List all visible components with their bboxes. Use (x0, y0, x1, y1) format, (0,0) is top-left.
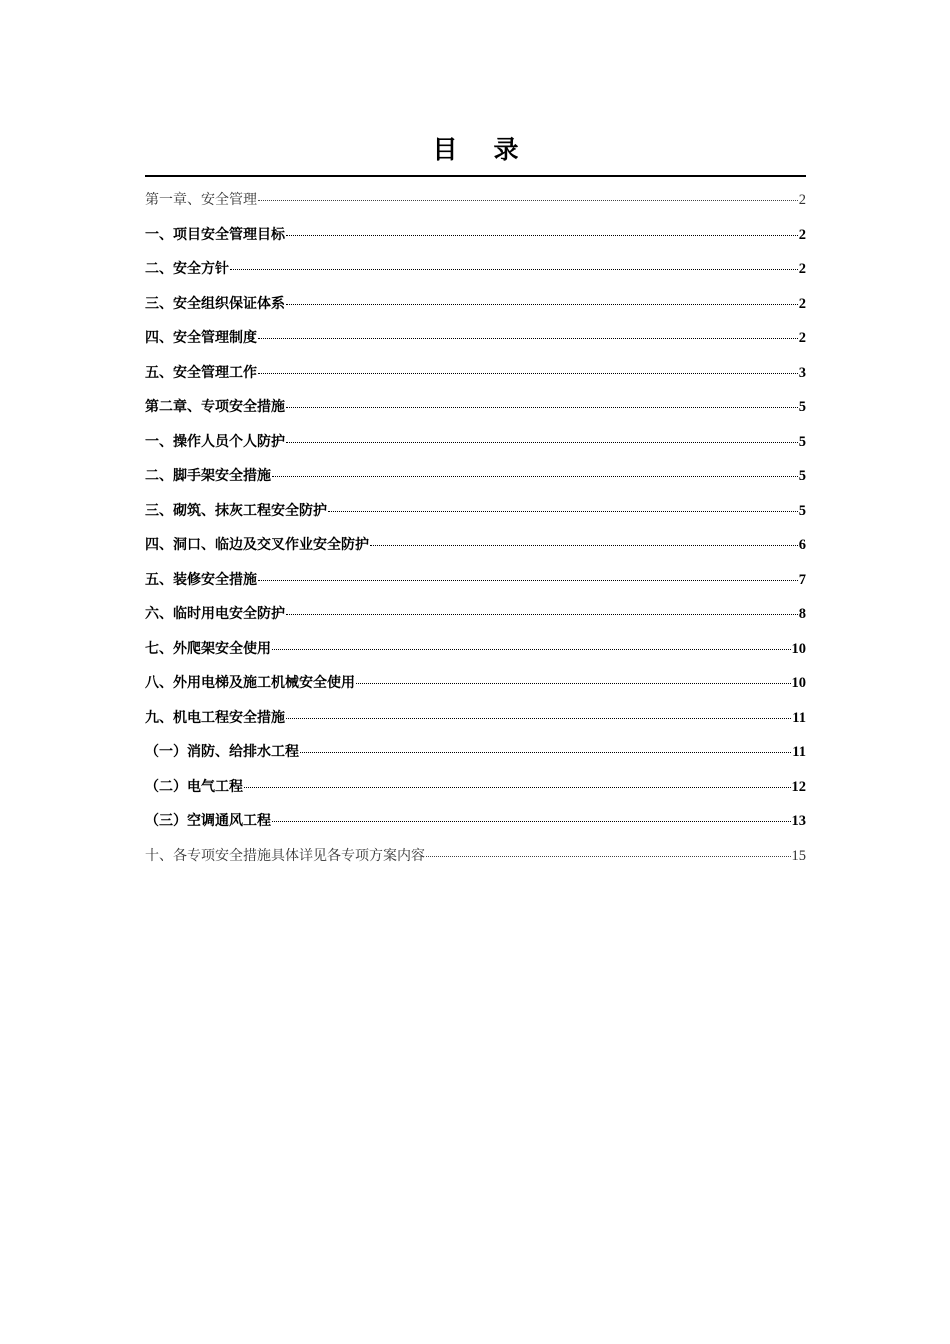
toc-entry-label: 三、砌筑、抹灰工程安全防护 (145, 502, 327, 519)
toc-entry-page: 2 (798, 192, 806, 208)
toc-entry-label: （一）消防、给排水工程 (145, 744, 299, 760)
dot-leader (258, 566, 798, 581)
toc-entry-label: 一、操作人员个人防护 (145, 433, 285, 450)
toc-entry[interactable] (145, 635, 806, 670)
toc-entry-page: 8 (798, 606, 806, 622)
dot-leader (370, 531, 798, 546)
toc-entry[interactable] (145, 186, 806, 221)
toc-entry[interactable] (145, 497, 806, 532)
toc-entry[interactable] (145, 773, 806, 808)
toc-entry-label: 八、外用电梯及施工机械安全使用 (145, 675, 355, 691)
toc-entry[interactable] (145, 428, 806, 463)
dot-leader (300, 738, 791, 753)
toc-entry-label: 一、项目安全管理目标 (145, 226, 285, 243)
toc-entry[interactable] (145, 566, 806, 601)
toc-entry-page: 11 (792, 709, 806, 726)
toc-entry-label: 第二章、专项安全措施 (145, 399, 285, 415)
toc-entry-page: 12 (791, 778, 806, 795)
toc-entry-label: 五、安全管理工作 (145, 364, 257, 381)
toc-entry[interactable] (145, 255, 806, 290)
table-of-contents (145, 186, 806, 876)
dot-leader (356, 669, 791, 684)
toc-entry-label: 九、机电工程安全措施 (145, 709, 285, 726)
dot-leader (244, 773, 791, 788)
toc-entry-page: 3 (798, 364, 806, 381)
toc-entry[interactable] (145, 531, 806, 566)
toc-entry-page: 10 (791, 640, 806, 657)
toc-entry-page: 11 (792, 744, 806, 760)
toc-entry-page: 10 (791, 675, 806, 691)
toc-entry-page: 5 (798, 433, 806, 450)
toc-entry[interactable] (145, 807, 806, 842)
dot-leader (258, 186, 798, 201)
toc-entry[interactable] (145, 600, 806, 635)
toc-entry-label: 第一章、安全管理 (145, 192, 257, 208)
dot-leader (426, 842, 791, 857)
toc-entry-page: 2 (798, 330, 806, 346)
toc-entry-page: 5 (798, 468, 806, 484)
dot-leader (286, 290, 798, 305)
dot-leader (286, 428, 798, 443)
toc-entry-label: 五、装修安全措施 (145, 571, 257, 588)
toc-entry[interactable] (145, 669, 806, 704)
toc-entry-label: 六、临时用电安全防护 (145, 606, 285, 622)
toc-entry[interactable] (145, 359, 806, 394)
dot-leader (286, 221, 798, 236)
toc-entry-label: 三、安全组织保证体系 (145, 295, 285, 312)
dot-leader (286, 704, 791, 719)
dot-leader (258, 359, 798, 374)
toc-entry-label: 七、外爬架安全使用 (145, 640, 271, 657)
toc-entry-page: 5 (798, 502, 806, 519)
dot-leader (258, 324, 798, 339)
toc-entry[interactable] (145, 842, 806, 877)
toc-entry[interactable] (145, 462, 806, 497)
dot-leader (286, 600, 798, 615)
toc-entry-page: 7 (798, 571, 806, 588)
toc-entry-label: 十、各专项安全措施具体详见各专项方案内容 (145, 847, 425, 864)
toc-entry-page: 2 (798, 261, 806, 277)
toc-entry-page: 15 (791, 847, 806, 864)
toc-entry-page: 5 (798, 399, 806, 415)
dot-leader (286, 393, 798, 408)
toc-entry-page: 2 (798, 295, 806, 312)
toc-entry[interactable] (145, 221, 806, 256)
toc-entry-label: 四、安全管理制度 (145, 330, 257, 346)
dot-leader (230, 255, 798, 270)
toc-title: 目录 (432, 135, 555, 164)
dot-leader (272, 807, 791, 822)
toc-entry[interactable] (145, 290, 806, 325)
toc-entry-page: 2 (798, 226, 806, 243)
toc-entry-page: 13 (791, 813, 806, 829)
dot-leader (328, 497, 798, 512)
toc-entry-label: （三）空调通风工程 (145, 813, 271, 829)
title-underline (145, 175, 806, 177)
toc-entry[interactable] (145, 704, 806, 739)
toc-entry[interactable] (145, 324, 806, 359)
toc-entry-label: 四、洞口、临边及交叉作业安全防护 (145, 537, 369, 553)
toc-entry-label: 二、脚手架安全措施 (145, 468, 271, 484)
dot-leader (272, 635, 791, 650)
toc-entry-label: （二）电气工程 (145, 778, 243, 795)
toc-entry-label: 二、安全方针 (145, 261, 229, 277)
toc-entry[interactable] (145, 738, 806, 773)
dot-leader (272, 462, 798, 477)
toc-entry-page: 6 (798, 537, 806, 553)
toc-entry[interactable] (145, 393, 806, 428)
